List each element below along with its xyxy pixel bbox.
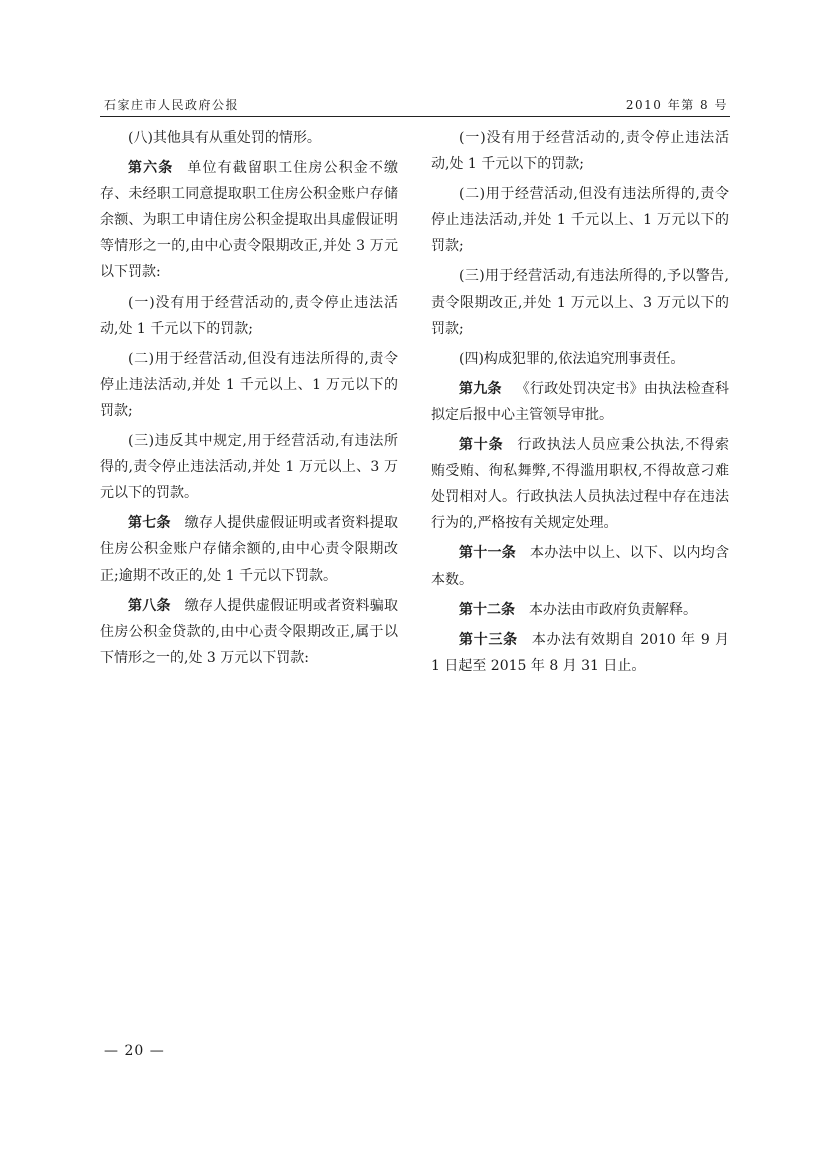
article-12 xyxy=(431,597,729,623)
article-12-text: 本办法由市政府负责解释。 xyxy=(529,601,697,618)
article-8 xyxy=(100,593,398,671)
page-number: — 20 — xyxy=(104,1043,165,1059)
article-13-number: 第十三条 xyxy=(459,631,518,648)
article-6-item-2: (二)用于经营活动,但没有违法所得的,责令停止违法活动,并处 1 千元以上、1 万元以下的罚款; xyxy=(100,350,398,419)
article-7-text: 缴存人提供虚假证明或者资料提取住房公积金账户存储余额的,由中心责令限期改正;逾期不改正的,处 1 千元以下罚款。 xyxy=(100,515,399,584)
article-8-item-1: (一)没有用于经营活动的,责令停止违法活动,处 1 千元以下的罚款; xyxy=(431,130,729,173)
article-9-text: 《行政处罚决定书》由执法检查科拟定后报中心主管领导审批。 xyxy=(431,380,730,423)
article-6 xyxy=(100,155,398,285)
article-7-number: 第七条 xyxy=(128,515,171,532)
article-10-number: 第十条 xyxy=(459,437,504,454)
article-8-item-4: (四)构成犯罪的,依法追究刑事责任。 xyxy=(459,350,685,367)
article-13-text: 本办法有效期自 2010 年 9 月 1 日起至 2015 年 8 月 31 日止。 xyxy=(431,631,730,674)
article-8-item-2: (二)用于经营活动,但没有违法所得的,责令停止违法活动,并处 1 千元以上、1 万元以下的罚款; xyxy=(431,186,729,255)
issue-number: 2010 年第 8 号 xyxy=(625,98,728,112)
publication-title: 石家庄市人民政府公报 xyxy=(104,98,240,112)
left-column xyxy=(100,125,398,671)
article-10-text: 行政执法人员应秉公执法,不得索贿受贿、徇私舞弊,不得滥用职权,不得故意刁难处罚相对人。行政执法人员执法过程中存在违法行为的,严格按有关规定处理。 xyxy=(431,437,729,532)
article-6-text: 单位有截留职工住房公积金不缴存、未经职工同意提取职工住房公积金账户存储余额、为职工申请住房公积金提取出具虚假证明等情形之一的,由中心责令限期改正,并处 3 万元以下罚款: xyxy=(100,160,398,281)
paragraph-item-8: (八)其他具有从重处罚的情形。 xyxy=(128,130,321,146)
article-6-item-3: (三)违反其中规定,用于经营活动,有违法所得的,责令停止违法活动,并处 1 万元以上、3 万元以下的罚款。 xyxy=(100,433,398,502)
article-6-item-1: (一)没有用于经营活动的,责令停止违法活动,处 1 千元以下的罚款; xyxy=(100,294,398,337)
article-8-item-3: (三)用于经营活动,有违法所得的,予以警告,责令限期改正,并处 1 万元以上、3 万元以下的罚款; xyxy=(431,268,729,337)
article-7 xyxy=(100,510,398,588)
running-header xyxy=(100,94,730,117)
article-8-text: 缴存人提供虚假证明或者资料骗取住房公积金贷款的,由中心责令限期改正,属于以下情形之一的,处 3 万元以下罚款: xyxy=(100,597,399,666)
article-8-number: 第八条 xyxy=(128,597,171,614)
article-9-number: 第九条 xyxy=(459,380,502,397)
article-12-number: 第十二条 xyxy=(459,601,515,618)
article-9 xyxy=(431,376,729,428)
article-11-number: 第十一条 xyxy=(459,545,516,562)
article-10 xyxy=(431,432,729,536)
article-11 xyxy=(431,540,729,592)
right-column xyxy=(431,125,729,679)
article-6-number: 第六条 xyxy=(128,160,174,177)
article-13 xyxy=(431,627,729,679)
article-11-text: 本办法中以上、以下、以内均含本数。 xyxy=(431,545,730,588)
